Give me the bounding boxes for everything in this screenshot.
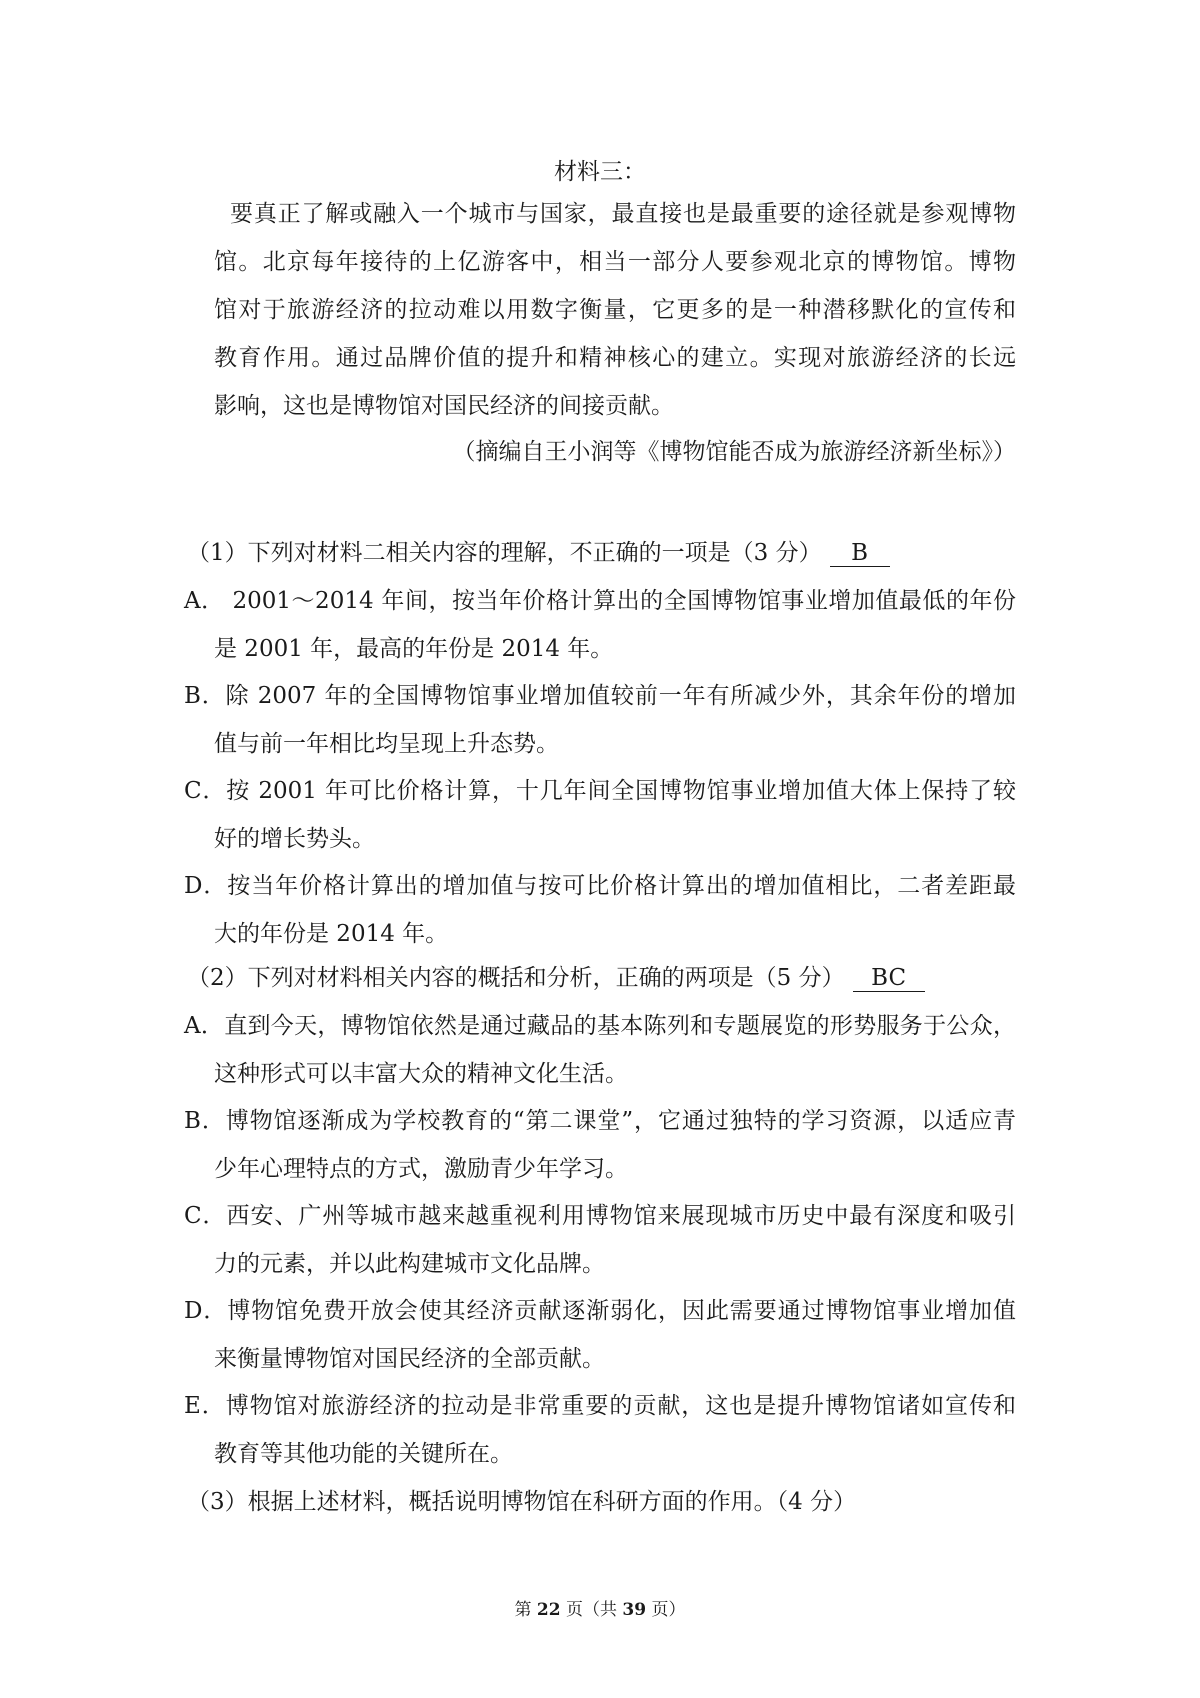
q2-option-c-line-2: 力的元素，并以此构建城市文化品牌。 xyxy=(214,1251,605,1277)
q2-option-a-line-1: A．直到今天，博物馆依然是通过藏品的基本陈列和专题展览的形势服务于公众， xyxy=(184,1013,1016,1039)
material-line-1: 要真正了解或融入一个城市与国家，最直接也是最重要的途径就是参观博物 xyxy=(230,201,1016,227)
footer-page-number: 22 xyxy=(536,1600,561,1620)
material-line-5: 影响，这也是博物馆对国民经济的间接贡献。 xyxy=(214,393,674,419)
material-source: （摘编自王小润等《博物馆能否成为旅游经济新坐标》） xyxy=(452,439,1016,465)
question-1-answer: B xyxy=(830,540,890,567)
q1-option-b-line-1: B．除 2007 年的全国博物馆事业增加值较前一年有所减少外，其余年份的增加 xyxy=(184,683,1016,709)
q1-option-a-line-1: A． 2001～2014 年间，按当年价格计算出的全国博物馆事业增加值最低的年份 xyxy=(184,588,1016,614)
material-line-3: 馆对于旅游经济的拉动难以用数字衡量，它更多的是一种潜移默化的宣传和 xyxy=(214,297,1016,323)
q2-option-b-line-1: B．博物馆逐渐成为学校教育的“第二课堂”，它通过独特的学习资源，以适应青 xyxy=(184,1108,1016,1134)
page-footer xyxy=(0,1599,1200,1621)
q1-option-a-line-2: 是 2001 年，最高的年份是 2014 年。 xyxy=(214,636,614,662)
q2-option-a-line-2: 这种形式可以丰富大众的精神文化生活。 xyxy=(214,1061,628,1087)
q1-option-b-line-2: 值与前一年相比均呈现上升态势。 xyxy=(214,731,559,757)
footer-total-pages: 39 xyxy=(622,1600,647,1620)
question-1-text: （1）下列对材料二相关内容的理解，不正确的一项是（3 分） xyxy=(187,540,822,566)
q1-option-c-line-2: 好的增长势头。 xyxy=(214,826,375,852)
footer-suffix: 页） xyxy=(646,1600,686,1620)
q2-option-e-line-2: 教育等其他功能的关键所在。 xyxy=(214,1441,513,1467)
q2-option-b-line-2: 少年心理特点的方式，激励青少年学习。 xyxy=(214,1156,628,1182)
question-2-text: （2）下列对材料相关内容的概括和分析，正确的两项是（5 分） xyxy=(187,965,845,991)
q1-option-d-line-2: 大的年份是 2014 年。 xyxy=(214,921,449,947)
question-1-stem xyxy=(187,538,890,568)
q1-option-d-line-1: D．按当年价格计算出的增加值与按可比价格计算出的增加值相比，二者差距最 xyxy=(184,873,1016,899)
q2-option-d-line-2: 来衡量博物馆对国民经济的全部贡献。 xyxy=(214,1346,605,1372)
q2-option-c-line-1: C．西安、广州等城市越来越重视利用博物馆来展现城市历史中最有深度和吸引 xyxy=(184,1203,1016,1229)
material-title: 材料三： xyxy=(554,159,646,185)
q2-option-e-line-1: E．博物馆对旅游经济的拉动是非常重要的贡献，这也是提升博物馆诸如宣传和 xyxy=(184,1393,1016,1419)
question-2-stem xyxy=(187,963,925,993)
question-3-stem: （3）根据上述材料，概括说明博物馆在科研方面的作用。（4 分） xyxy=(187,1489,857,1515)
question-2-answer: BC xyxy=(853,965,925,992)
material-line-4: 教育作用。通过品牌价值的提升和精神核心的建立。实现对旅游经济的长远 xyxy=(214,345,1016,371)
q1-option-c-line-1: C．按 2001 年可比价格计算，十几年间全国博物馆事业增加值大体上保持了较 xyxy=(184,778,1016,804)
material-line-2: 馆。北京每年接待的上亿游客中，相当一部分人要参观北京的博物馆。博物 xyxy=(214,249,1016,275)
footer-prefix: 第 xyxy=(514,1600,537,1620)
footer-middle: 页（共 xyxy=(560,1600,623,1620)
q2-option-d-line-1: D．博物馆免费开放会使其经济贡献逐渐弱化，因此需要通过博物馆事业增加值 xyxy=(184,1298,1016,1324)
